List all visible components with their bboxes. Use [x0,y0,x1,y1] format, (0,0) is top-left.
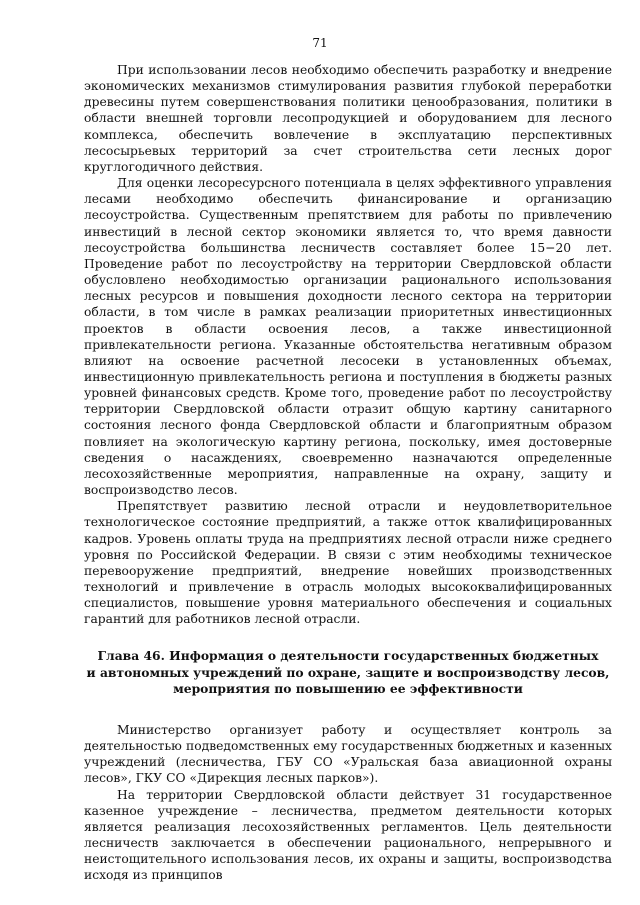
page-number: 71 [312,36,328,50]
chapter-heading-line: и автономных учреждений по охране, защите и воспроизводству лесов, [86,664,610,680]
page-content [84,62,612,884]
chapter-heading-line: мероприятия по повышению ее эффективности [173,680,523,696]
chapter-heading-line: Глава 46. Информация о деятельности государственных бюджетных [97,648,599,664]
paragraph: Для оценки лесоресурсного потенциала в целях эффективного управления лесами необходимо обеспечить финансирование и организацию лесоустройства. Существенным препятствием для работы по привлечению инвестиций в лесной сектор экономики является то, что время давности лесоустройства большинства лесничеств составляет более 15−20 лет. Проведение работ по лесоустройству на территории Свердловской области обусловлено необходимостью организации рационального использования лесных ресурсов и повышения доходности лесного сектора на территории области, в том числе в рамках реализации приоритетных инвестиционных проектов в области освоения лесов, а также инвестиционной привлекательности региона. Указанные обстоятельства негативным образом влияют на освоение расчетной лесосеки в установленных объемах, инвестиционную привлекательность региона и поступления в бюджеты разных уровней финансовых средств. Кроме того, проведение работ по лесоустройству территории Свердловской области отразит общую картину санитарного состояния лесного фонда Свердловской области и благоприятным образом повлияет на экологическую картину региона, поскольку, имея достоверные сведения о насаждениях, своевременно назначаются определенные лесохозяйственные мероприятия, направленные на охрану, защиту и воспроизводство лесов. [84,176,612,498]
paragraph: При использовании лесов необходимо обеспечить разработку и внедрение экономических механизмов стимулирования развития глубокой переработки древесины путем совершенствования политики ценообразования, политики в области внешней торговли лесопродукцией и оборудованием для лесного комплекса, обеспечить вовлечение в эксплуатацию перспективных лесосырьевых территорий за счет строительства сети лесных дорог круглогодичного действия. [84,63,612,174]
paragraph: На территории Свердловской области действует 31 государственное казенное учреждение – лесничества, предметом деятельности которых является реализация лесохозяйственных регламентов. Цель деятельности лесничеств заключается в обеспечении рационального, непрерывного и неистощительного использования лесов, их охраны и защиты, воспроизводства исходя из принципов [84,787,612,883]
paragraph: Препятствует развитию лесной отрасли и неудовлетворительное технологическое состояние предприятий, а также отток квалифицированных кадров. Уровень оплаты труда на предприятиях лесной отрасли ниже среднего уровня по Российской Федерации. В связи с этим необходимы техническое перевооружение предприятий, внедрение новейших производственных технологий и привлечение в отрасль молодых высококвалифицированных специалистов, повышение уровня материального обеспечения и социальных гарантий для работников лесной отрасли. [84,499,612,627]
paragraph: Министерство организует работу и осуществляет контроль за деятельностью подведомственных ему государственных бюджетных и казенных учреждений (лесничества, ГБУ СО «Уральская база авиационной охраны лесов», ГКУ СО «Дирекция лесных парков»). [84,722,612,786]
chapter-heading [84,648,612,696]
